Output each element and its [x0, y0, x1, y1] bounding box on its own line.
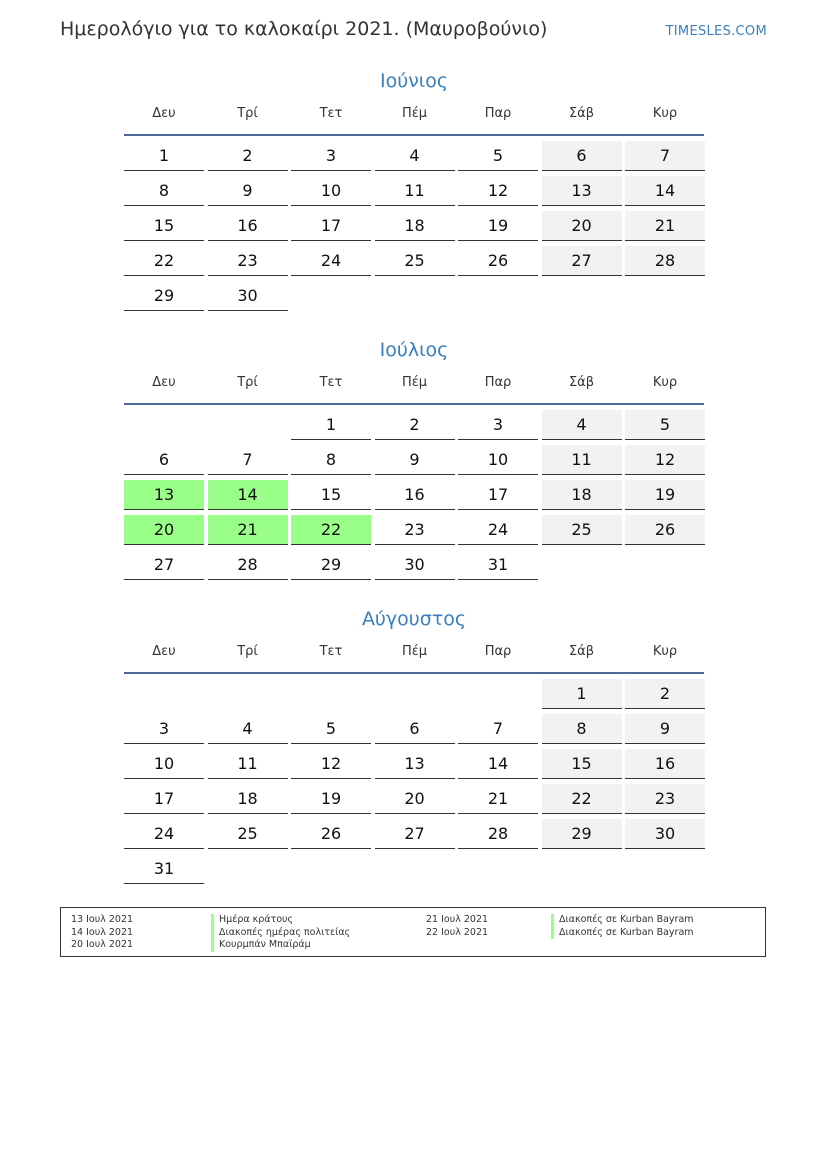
day-cell: 14 — [625, 176, 705, 206]
weekday-label: Παρ — [484, 375, 512, 390]
day-cell: 15 — [291, 480, 371, 510]
day-cell: 5 — [291, 714, 371, 744]
weekday-label: Παρ — [484, 106, 512, 121]
empty-cell — [124, 410, 204, 440]
weekday-label: Κυρ — [652, 375, 678, 390]
day-cell: 7 — [208, 445, 288, 475]
day-cell: 23 — [375, 515, 455, 545]
weekday-label: Παρ — [484, 644, 512, 659]
day-cell: 10 — [124, 749, 204, 779]
day-cell: 27 — [124, 550, 204, 580]
day-cell: 17 — [458, 480, 538, 510]
day-cell: 18 — [208, 784, 288, 814]
empty-cell — [208, 679, 288, 709]
day-cell: 19 — [458, 211, 538, 241]
month-title: Ιούλιος — [379, 339, 449, 361]
day-cell: 6 — [375, 714, 455, 744]
day-cell: 26 — [625, 515, 705, 545]
day-cell: 25 — [375, 246, 455, 276]
weekday-header — [124, 644, 704, 674]
weekday-label: Τρί — [237, 375, 258, 390]
weekday-label: Πέμ — [401, 644, 428, 659]
day-cell: 26 — [458, 246, 538, 276]
day-cell: 18 — [542, 480, 622, 510]
day-cell: 10 — [291, 176, 371, 206]
legend-date: 21 Ιουλ 2021 — [426, 914, 489, 925]
weekday-label: Πέμ — [401, 106, 428, 121]
day-cell: 29 — [124, 281, 204, 311]
day-cell: 13 — [542, 176, 622, 206]
legend-holiday-name: Διακοπές ημέρας πολιτείας — [211, 927, 350, 940]
month-june — [124, 68, 704, 311]
day-cell: 12 — [458, 176, 538, 206]
legend-date: 22 Ιουλ 2021 — [426, 926, 489, 938]
day-cell: 11 — [208, 749, 288, 779]
day-cell: 2 — [375, 410, 455, 440]
legend-holiday-name: Διακοπές σε Kurban Bayram — [551, 914, 694, 927]
day-cell: 30 — [375, 550, 455, 580]
day-cell: 16 — [625, 749, 705, 779]
weekday-label: Σάβ — [568, 644, 595, 659]
weekday-label: Σάβ — [568, 375, 595, 390]
day-cell: 26 — [291, 819, 371, 849]
day-cell: 3 — [458, 410, 538, 440]
empty-cell — [208, 410, 288, 440]
day-cell: 4 — [375, 141, 455, 171]
legend-holiday-name: Ημέρα κράτους — [211, 914, 350, 927]
day-cell: 2 — [208, 141, 288, 171]
legend-holiday-name: Κουρμπάν Μπαϊράμ — [211, 939, 350, 952]
weekday-label: Τρί — [237, 644, 258, 659]
day-cell: 25 — [208, 819, 288, 849]
day-grid — [124, 679, 704, 884]
day-cell: 18 — [375, 211, 455, 241]
day-cell: 22 — [542, 784, 622, 814]
day-cell: 25 — [542, 515, 622, 545]
weekday-label: Δευ — [152, 375, 176, 390]
day-cell: 22 — [124, 246, 204, 276]
weekday-label: Κυρ — [652, 644, 678, 659]
holiday-legend — [60, 907, 766, 957]
weekday-header — [124, 375, 704, 405]
page-title: Ημερολόγιο για το καλοκαίρι 2021. (Μαυροβούνιο) — [60, 18, 548, 40]
legend-date: 20 Ιουλ 2021 — [71, 939, 134, 950]
day-cell: 31 — [124, 854, 204, 884]
day-cell: 6 — [124, 445, 204, 475]
holiday-day-cell: 14 — [208, 480, 288, 510]
day-cell: 5 — [625, 410, 705, 440]
day-cell: 24 — [291, 246, 371, 276]
day-cell: 24 — [458, 515, 538, 545]
day-cell: 23 — [625, 784, 705, 814]
day-cell: 12 — [625, 445, 705, 475]
day-cell: 7 — [625, 141, 705, 171]
day-cell: 17 — [291, 211, 371, 241]
day-cell: 8 — [542, 714, 622, 744]
day-cell: 14 — [458, 749, 538, 779]
weekday-label: Σάβ — [568, 106, 595, 121]
day-cell: 11 — [542, 445, 622, 475]
day-cell: 19 — [625, 480, 705, 510]
day-cell: 1 — [124, 141, 204, 171]
day-cell: 21 — [458, 784, 538, 814]
holiday-day-cell: 21 — [208, 515, 288, 545]
empty-cell — [458, 679, 538, 709]
day-cell: 5 — [458, 141, 538, 171]
day-cell: 9 — [208, 176, 288, 206]
day-cell: 30 — [208, 281, 288, 311]
day-cell: 28 — [458, 819, 538, 849]
empty-cell — [375, 679, 455, 709]
day-cell: 2 — [625, 679, 705, 709]
day-cell: 28 — [208, 550, 288, 580]
weekday-label: Τετ — [319, 106, 343, 121]
day-cell: 3 — [124, 714, 204, 744]
month-august — [124, 606, 704, 884]
legend-dates-right — [426, 914, 488, 939]
day-cell: 12 — [291, 749, 371, 779]
day-cell: 8 — [291, 445, 371, 475]
day-cell: 1 — [291, 410, 371, 440]
month-july — [124, 337, 704, 580]
day-cell: 20 — [542, 211, 622, 241]
legend-dates-left — [71, 914, 133, 952]
day-cell: 11 — [375, 176, 455, 206]
weekday-label: Τετ — [319, 644, 343, 659]
day-cell: 16 — [208, 211, 288, 241]
weekday-label: Πέμ — [401, 375, 428, 390]
day-cell: 9 — [375, 445, 455, 475]
day-cell: 3 — [291, 141, 371, 171]
day-cell: 6 — [542, 141, 622, 171]
legend-date: 13 Ιουλ 2021 — [71, 914, 134, 925]
month-title: Ιούνιος — [379, 70, 449, 92]
brand-logo[interactable]: TIMESLES.COM — [665, 24, 767, 39]
day-cell: 29 — [291, 550, 371, 580]
holiday-day-cell: 13 — [124, 480, 204, 510]
day-cell: 10 — [458, 445, 538, 475]
holiday-day-cell: 20 — [124, 515, 204, 545]
empty-cell — [291, 679, 371, 709]
day-cell: 7 — [458, 714, 538, 744]
day-cell: 16 — [375, 480, 455, 510]
day-cell: 1 — [542, 679, 622, 709]
day-cell: 27 — [542, 246, 622, 276]
day-grid — [124, 141, 704, 311]
day-cell: 29 — [542, 819, 622, 849]
day-cell: 20 — [375, 784, 455, 814]
day-cell: 8 — [124, 176, 204, 206]
day-cell: 13 — [375, 749, 455, 779]
day-cell: 4 — [542, 410, 622, 440]
day-cell: 24 — [124, 819, 204, 849]
day-cell: 4 — [208, 714, 288, 744]
day-cell: 9 — [625, 714, 705, 744]
day-cell: 21 — [625, 211, 705, 241]
day-cell: 17 — [124, 784, 204, 814]
legend-date: 14 Ιουλ 2021 — [71, 926, 134, 938]
day-cell: 31 — [458, 550, 538, 580]
day-cell: 15 — [542, 749, 622, 779]
month-title: Αύγουστος — [361, 608, 467, 630]
weekday-label: Κυρ — [652, 106, 678, 121]
day-grid — [124, 410, 704, 580]
weekday-label: Δευ — [152, 106, 176, 121]
day-cell: 19 — [291, 784, 371, 814]
weekday-label: Τετ — [319, 375, 343, 390]
empty-cell — [124, 679, 204, 709]
day-cell: 23 — [208, 246, 288, 276]
legend-names-right — [551, 914, 694, 939]
day-cell: 27 — [375, 819, 455, 849]
weekday-label: Τρί — [237, 106, 258, 121]
holiday-day-cell: 22 — [291, 515, 371, 545]
day-cell: 30 — [625, 819, 705, 849]
weekday-header — [124, 106, 704, 136]
legend-holiday-name: Διακοπές σε Kurban Bayram — [551, 927, 694, 940]
weekday-label: Δευ — [152, 644, 176, 659]
day-cell: 28 — [625, 246, 705, 276]
legend-names-left — [211, 914, 350, 952]
day-cell: 15 — [124, 211, 204, 241]
